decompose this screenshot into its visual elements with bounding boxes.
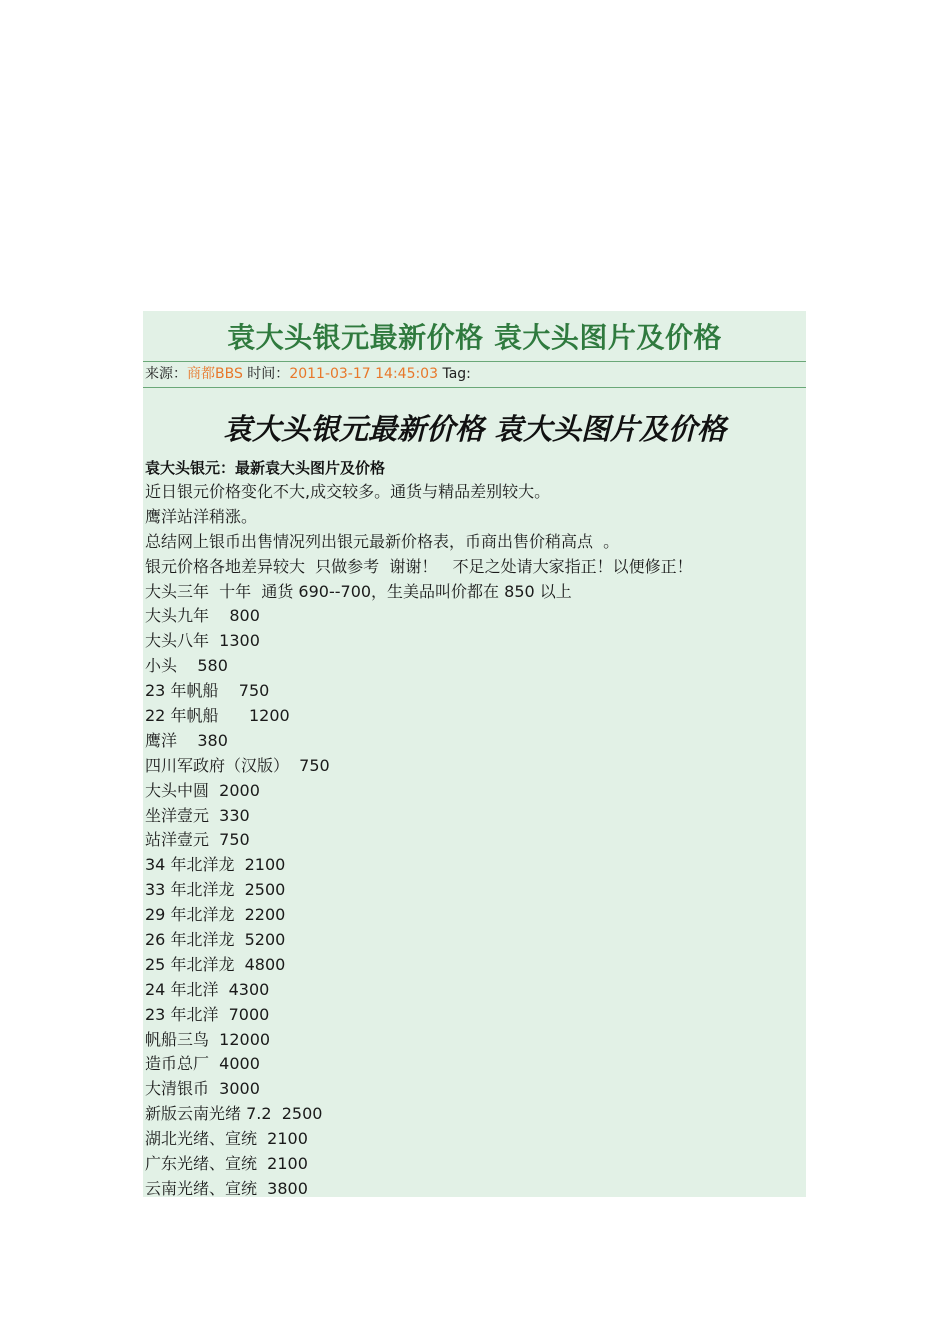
body-line: 广东光绪、宣统 2100 [145, 1154, 308, 1174]
article-body [143, 480, 806, 1202]
body-line: 云南光绪、宣统 3800 [145, 1178, 308, 1198]
body-line: 总结网上银币出售情况列出银元最新价格表，币商出售价稍高点 。 [145, 531, 620, 551]
body-line: 湖北光绪、宣统 2100 [145, 1129, 308, 1149]
body-line: 鹰洋 380 [145, 730, 228, 750]
publish-time: 2011-03-17 14:45:03 [289, 366, 439, 382]
body-line: 29 年北洋龙 2200 [145, 905, 286, 925]
article-title: 袁大头银元最新价格 袁大头图片及价格 [227, 321, 722, 354]
time-label: 时间： [242, 366, 290, 382]
body-line: 23 年北洋 7000 [145, 1004, 270, 1024]
source-label: 来源： [145, 366, 187, 382]
body-line: 22 年帆船 1200 [145, 706, 290, 726]
body-line: 新版云南光绪 7.2 2500 [145, 1104, 323, 1124]
body-line: 大头九年 800 [145, 606, 260, 626]
body-line: 34 年北洋龙 2100 [145, 855, 286, 875]
body-line: 坐洋壹元 330 [145, 805, 250, 825]
body-line: 大头中圆 2000 [145, 780, 260, 800]
article-meta [143, 361, 806, 388]
body-line: 26 年北洋龙 5200 [145, 930, 286, 950]
body-line: 大清银币 3000 [145, 1079, 260, 1099]
article-heading: 袁大头银元：最新袁大头图片及价格 [145, 459, 386, 477]
body-line: 23 年帆船 750 [145, 681, 270, 701]
body-line: 鹰洋站洋稍涨。 [145, 506, 258, 526]
article-subtitle: 袁大头银元最新价格 袁大头图片及价格 [222, 412, 727, 446]
body-line: 33 年北洋龙 2500 [145, 880, 286, 900]
body-line: 近日银元价格变化不大,成交较多。通货与精品差别较大。 [145, 482, 551, 501]
source-link[interactable]: 商都BBS [187, 366, 243, 382]
body-line: 站洋壹元 750 [145, 830, 250, 850]
body-line: 小头 580 [145, 656, 228, 676]
body-line: 大头八年 1300 [145, 631, 260, 651]
body-line: 24 年北洋 4300 [145, 979, 270, 999]
body-line: 银元价格各地差异较大 只做参考 谢谢！ 不足之处请大家指正！以便修正！ [145, 556, 693, 576]
body-line: 25 年北洋龙 4800 [145, 954, 286, 974]
article [143, 311, 806, 1197]
body-line: 造币总厂 4000 [145, 1054, 260, 1074]
body-line: 帆船三鸟 12000 [145, 1029, 271, 1049]
body-line: 大头三年 十年 通货 690--700，生美品叫价都在 850 以上 [145, 581, 572, 601]
body-line: 四川军政府（汉版） 750 [145, 755, 330, 775]
tag-label: Tag: [438, 366, 471, 382]
